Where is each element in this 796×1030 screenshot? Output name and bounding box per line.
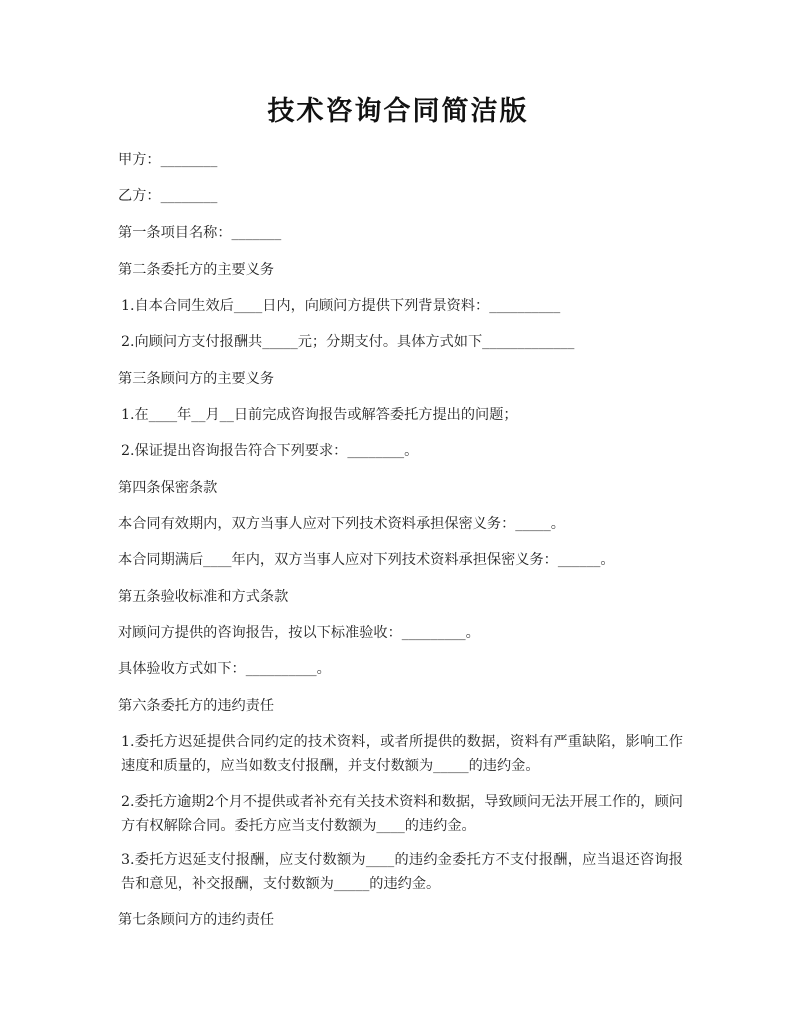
article-5-heading: 第五条验收标准和方式条款 [118,589,289,605]
article-6-heading: 第六条委托方的违约责任 [118,698,275,714]
article-4-heading: 第四条保密条款 [118,480,218,496]
article-7-heading: 第七条顾问方的违约责任 [118,912,275,928]
article-6-item-1: 1.委托方迟延提供合同约定的技术资料，或者所提供的数据，资料有严重缺陷，影响工作速度和质量的，应当如数支付报酬，并支付数额为_____的违约金。 [121,734,683,774]
article-1-project-name: 第一条项目名称：_______ [118,225,282,241]
article-2-item-2: 2.向顾问方支付报酬共_____元；分期支付。具体方式如下_____________ [121,334,575,350]
article-3-item-2: 2.保证提出咨询报告符合下列要求：________。 [121,443,419,459]
document-title: 技术咨询合同简洁版 [267,96,529,127]
article-6-item-2: 2.委托方逾期2个月不提供或者补充有关技术资料和数据，导致顾问无法开展工作的，顾问方有权解除合同。委托方应当支付数额为____的违约金。 [121,794,683,834]
article-5-clause-1: 对顾问方提供的咨询报告，按以下标准验收：_________。 [118,625,480,641]
party-b-line: 乙方：________ [118,188,218,204]
article-2-heading: 第二条委托方的主要义务 [118,262,275,278]
article-4-clause-1: 本合同有效期内，双方当事人应对下列技术资料承担保密义务：_____。 [118,516,565,532]
article-2-item-1: 1.自本合同生效后____日内，向顾问方提供下列背景资料：__________ [121,298,561,314]
party-a-line: 甲方：________ [118,152,218,168]
article-5-clause-2: 具体验收方式如下：__________。 [118,661,331,677]
article-3-heading: 第三条顾问方的主要义务 [118,371,275,387]
article-6-item-3: 3.委托方迟延支付报酬，应支付数额为____的违约金委托方不支付报酬，应当退还咨询报告和意见，补交报酬，支付数额为_____的违约金。 [121,852,683,892]
article-3-item-1: 1.在____年__月__日前完成咨询报告或解答委托方提出的问题； [121,407,518,423]
article-4-clause-2: 本合同期满后____年内，双方当事人应对下列技术资料承担保密义务：______。 [118,552,615,568]
